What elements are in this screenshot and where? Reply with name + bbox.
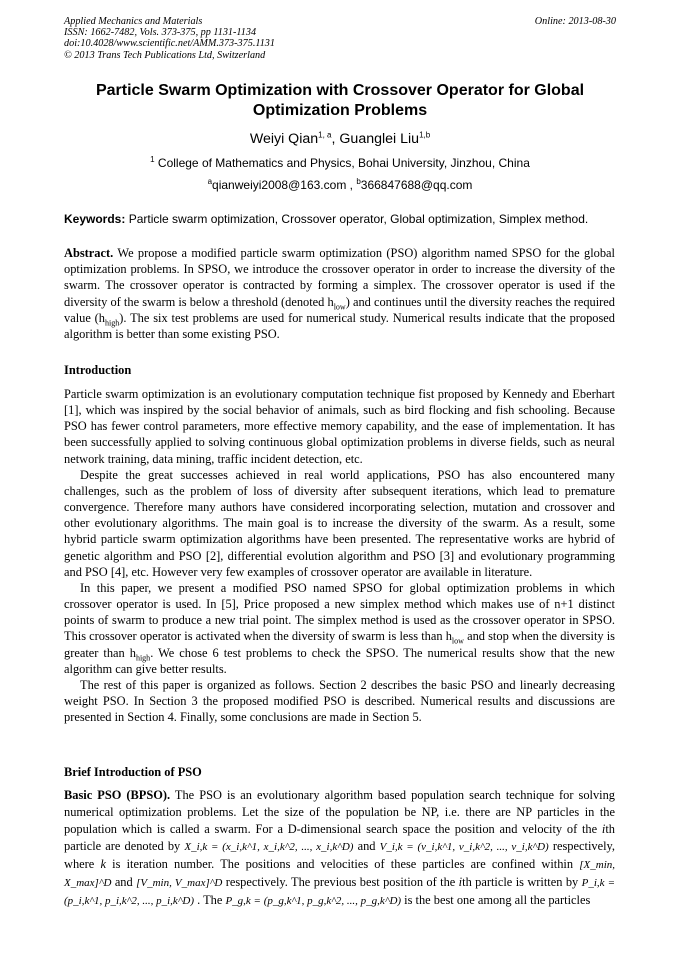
title-line-2: Optimization Problems [252, 102, 428, 119]
brief-text-8: is the best one among all the particles [401, 893, 591, 907]
title-line-1: Particle Swarm Optimization with Crossover Operator for Global [95, 82, 585, 99]
affiliation [64, 155, 616, 171]
keywords [64, 211, 624, 227]
brief-paragraph [64, 787, 615, 910]
intro-p3-sub-high: high [135, 652, 151, 662]
equation-position-range: [X_min, X_max]^D [64, 859, 615, 889]
affiliation-text: College of Mathematics and Physics, Bohai University, Jinzhou, China [154, 156, 530, 170]
email-b[interactable]: 366847688@qq.com [360, 178, 473, 192]
brief-text-5: respectively. The previous best position of the [222, 875, 459, 889]
abstract-label: Abstract. [64, 246, 114, 260]
brief-italic-i-1: i [601, 822, 606, 836]
brief-and-1: and [353, 839, 380, 853]
intro-p3-text-1: In this paper, we present a modified PSO named SPSO for global optimization problems in which crossover operator is used. In [5], Price proposed a new simplex method which makes use of n+1 distinct points of swarm to produce a new trial point. The simplex method is used as the crossover operator in SPSO. This crossover operator is activated when the diversity of swarm is less than h [64, 580, 615, 644]
abstract-text-1: We propose a modified particle swarm optimization (PSO) algorithm named SPSO for the global optimization problems. In SPSO, we introduce the crossover operator in order to increase the diversity of the swarm. The crossover operator is contracted by forming a simplex. The crossover operator is used if the diversity of the swarm is below a threshold (denoted h [64, 246, 615, 309]
equation-position-vector: X_i,k = (x_i,k^1, x_i,k^2, ..., x_i,k^D) [184, 841, 354, 853]
intro-p3-text-2: and stop when the diversity is greater than h [64, 629, 615, 660]
abstract-text-3: ). The six test problems are used for numerical study. Numerical results indicate that the proposed algorithm is better than some existing PSO. [64, 310, 615, 342]
brief-body [64, 787, 615, 910]
brief-text-2: th particle are denoted by [64, 822, 615, 853]
brief-italic-i-2: i [458, 875, 463, 889]
copyright-line: © 2013 Trans Tech Publications Ltd, Switzerland [64, 49, 266, 61]
abstract-sub-low: low [333, 302, 346, 312]
journal-name: Applied Mechanics and Materials [64, 16, 203, 27]
intro-paragraph-2: Despite the great successes achieved in real world applications, PSO has also encountered many challenges, such as the problem of loss of diversity after subsequent iterations, which lead to premature convergence. Therefore many authors have considered incorporating selection, mutation and crossover and other evolutionary algorithms. The main goal is to increase the diversity of the swarm. As a result, some hybrid particle swarm optimization algorithms have been presented. The representative works are hybrid of genetic algorithm and PSO [2], differential evolution algorithm and PSO [3] and evolutionary programming and PSO [4], etc. However very few examples of crossover operator are available in literature. [64, 467, 615, 579]
section-heading-brief-pso: Brief Introduction of PSO [64, 765, 202, 779]
journal-header [64, 16, 616, 61]
author-1: Weiyi Qian [249, 131, 319, 147]
email-separator: , [346, 178, 357, 192]
brief-text-4: is iteration number. The positions and velocities of these particles are confined within [105, 857, 580, 871]
doi-line: doi:10.4028/www.scientific.net/AMM.373-375.1131 [64, 38, 275, 50]
author-emails [64, 177, 616, 193]
equation-global-best: P_g,k = (p_g,k^1, p_g,k^2, ..., p_g,k^D) [225, 895, 402, 907]
section-heading-introduction: Introduction [64, 363, 132, 377]
brief-and-2: and [111, 875, 137, 889]
brief-text-1: The PSO is an evolutionary algorithm based population search technique for solving numerical optimization problems. Let the size of the population be NP, i.e. there are NP particles in the population which is called a swarm. For a D-dimensional search space the position and velocity of the [64, 788, 615, 836]
email-a-marker: a [207, 177, 213, 186]
author-separator: , [331, 131, 340, 147]
equation-velocity-vector: V_i,k = (v_i,k^1, v_i,k^2, ..., v_i,k^D) [379, 841, 549, 853]
abstract [64, 245, 615, 342]
affiliation-marker: 1 [150, 155, 155, 164]
author-1-affil: 1, a [318, 130, 332, 140]
author-2: Guanglei Liu [339, 131, 420, 147]
intro-p3-sub-low: low [451, 636, 464, 646]
equation-personal-best: P_i,k = (p_i,k^1, p_i,k^2, ..., p_i,k^D) [64, 877, 615, 907]
keywords-label: Keywords: [64, 212, 126, 226]
email-a[interactable]: qianweiyi2008@163.com [212, 178, 347, 192]
intro-p3-text-3: . We chose 6 test problems to check the SPSO. The numerical results show that the new algorithm can give better results. [64, 645, 615, 676]
intro-paragraph-1: Particle swarm optimization is an evolutionary computation technique fist proposed by Kennedy and Eberhart [1], which was inspired by the social behavior of animals, such as bird flocking and fish schooling. Because PSO has fewer control parameters, more effective memory capability, and the ease of implementation. It has been successfully applied to solving continuous global optimization problems in diverse fields, such as neural network training, data mining, traffic incident detection, etc. [64, 387, 615, 466]
brief-italic-k: k [100, 857, 106, 871]
paper-title [64, 81, 616, 121]
abstract-sub-high: high [105, 318, 120, 328]
brief-label: Basic PSO (BPSO). [64, 788, 171, 802]
keywords-text: Particle swarm optimization, Crossover operator, Global optimization, Simplex method. [125, 212, 589, 226]
intro-paragraph-3 [64, 580, 615, 677]
intro-paragraph-4: The rest of this paper is organized as follows. Section 2 describes the basic PSO and linearly decreasing weight PSO. In Section 3 the proposed modified PSO is described. Numerical results and discussions are presented in Section 4. Finally, some conclusions are made in Section 5. [64, 677, 615, 725]
issn-line: ISSN: 1662-7482, Vols. 373-375, pp 1131-1134 [64, 27, 257, 39]
abstract-text-2: ) and continues until the diversity reaches the required value (h [64, 294, 615, 325]
brief-text-3: respectively, where [64, 839, 616, 871]
author-2-affil: 1,b [419, 130, 431, 140]
brief-text-7: . The [194, 893, 226, 907]
introduction-body [64, 386, 615, 725]
equation-velocity-range: [V_min, V_max]^D [136, 877, 223, 889]
email-b-marker: b [356, 177, 361, 186]
online-date: Online: 2013-08-30 [534, 16, 616, 27]
brief-text-6: th particle is written by [462, 875, 582, 889]
author-list [64, 130, 616, 148]
